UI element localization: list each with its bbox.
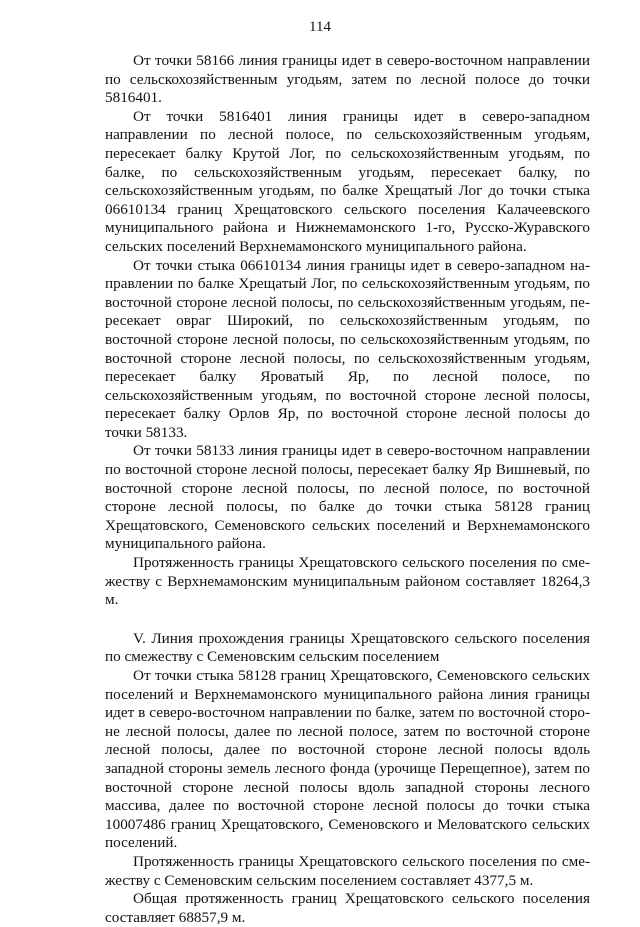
paragraph-4: От точки 58133 линия границы идет в северо-восточном направлении по восточной стороне лесной полосы, пересекает балку Яр Вишневый, по восточной стороне лесной полосы, по лесной полосе, по восточной стороне лесной полосы, по балке до точки стыка 58128 границ Хрещатовского, Семеновского сельских поселений и Верхнемамонского муниципального района. [105, 442, 590, 553]
paragraph-5: Протяженность границы Хрещатовского сельского поселения по смежеству с Верхнемамонским муниципальным районом составляет 18264,3 м. [105, 554, 590, 609]
document-body [105, 52, 590, 927]
paragraph-3: От точки стыка 06610134 линия границы идет в северо-западном направлении по балке Хрещатый Лог, по сельскохозяйственным угодьям, по восточной стороне лесной полосы, по сельскохозяйственным угодьям, пересекает овраг Широкий, по сельскохозяйственным угодьям, по восточной стороне лесной полосы, по сельскохозяйственным угодьям, по восточной стороне лесной полосы, по сельскохозяйственным угодьям, пересекает балку Яроватый Яр, по лесной полосе, по сельскохозяйственным угодьям, по восточной стороне лесной полосы, пересекает балку Орлов Яр, по восточной стороне лесной полосы до точки 58133. [105, 256, 590, 441]
section-paragraph-3: Общая протяженность границ Хрещатовского сельского поселения составляет 68857,9 м. [105, 890, 590, 926]
section-paragraph-1: От точки стыка 58128 границ Хрещатовского, Семеновского сельских поселений и Верхнемамонского муниципального района линия границы идет в северо-восточном направлении по балке, затем по восточной стороне лесной полосы, далее по лесной полосе, затем по восточной стороне лесной полосы, далее по восточной стороне лесной полосы вдоль западной стороны земель лесного фонда (урочище Перещепное), затем по восточной стороне лесной полосы вдоль западной стороны лесного массива, далее по восточной стороне лесной полосы до точки стыка 10007486 границ Хрещатовского, Семеновского и Меловатского сельских поселений. [105, 667, 590, 852]
paragraph-2: От точки 5816401 линия границы идет в северо-западном направлении по лесной полосе, по сельскохозяйственным угодьям, пересекает балку Крутой Лог, по сельскохозяйственным угодьям, по балке, по сельскохозяйственным угодьям, пересекает балку, по сельскохозяйственным угодьям, по балке Хрещатый Лог до точки стыка 06610134 границ Хрещатовского сельского поселения Калачеевского муниципального района и Нижнемамонского 1-го, Русско-Журавского сельских поселений Верхнемамонского муниципального района. [105, 107, 590, 255]
page-number: 114 [309, 19, 331, 35]
section-paragraph-2: Протяженность границы Хрещатовского сельского поселения по смежеству с Семеновским сельским поселением составляет 4377,5 м. [105, 852, 590, 889]
section-heading: V. Линия прохождения границы Хрещатовского сельского поселения по смежеству с Семеновским сельским поселением [105, 629, 590, 666]
paragraph-1: От точки 58166 линия границы идет в северо-восточном направлении по сельскохозяйственным угодьям, затем по лесной полосе до точки 5816401. [105, 52, 590, 107]
